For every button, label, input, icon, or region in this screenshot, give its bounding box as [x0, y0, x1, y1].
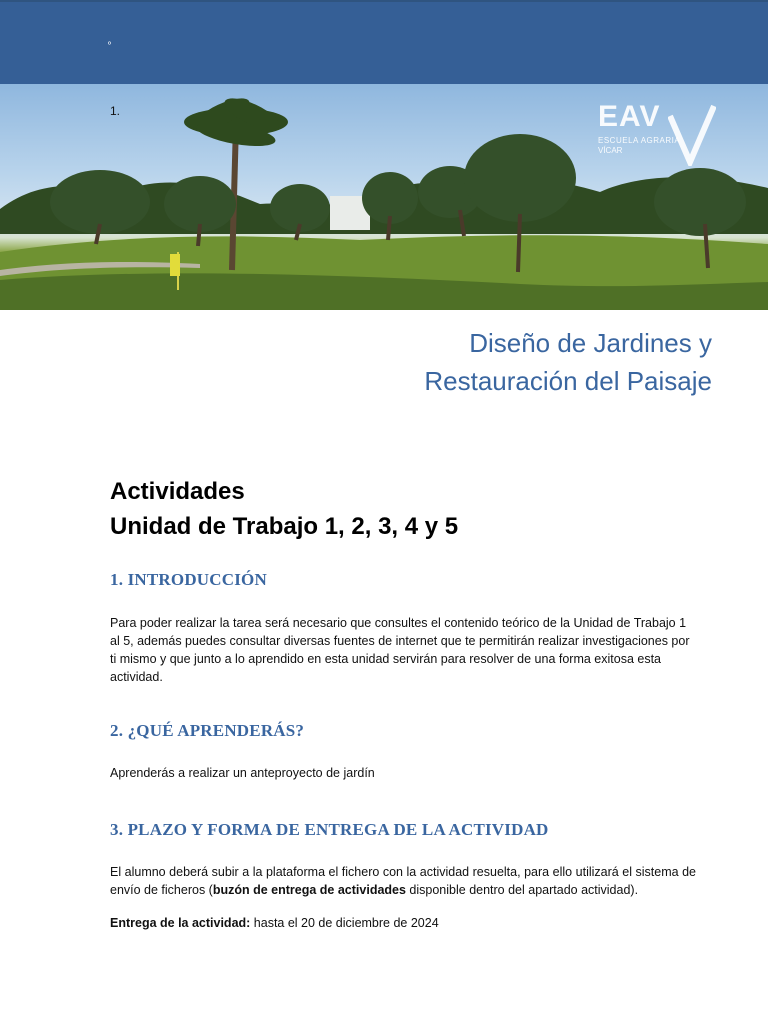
units-title: Unidad de Trabajo 1, 2, 3, 4 y 5: [110, 513, 459, 540]
hero-image: [0, 84, 768, 310]
hero-number-label: 1.: [110, 104, 121, 118]
school-logo: [598, 100, 718, 174]
course-title: [424, 324, 712, 400]
deadline-line: [110, 914, 696, 932]
course-title-line-2: Restauración del Paisaje: [424, 366, 712, 396]
logo-v-icon: [668, 104, 716, 166]
delivery-paragraph: [110, 863, 696, 899]
logo-school-name: ESCUELA AGRARIA: [598, 136, 681, 145]
activities-title: Actividades: [110, 478, 245, 505]
section-heading-introduction: 1. INTRODUCCIÓN: [110, 570, 267, 589]
deadline-value: hasta el 20 de diciembre de 2024: [250, 916, 439, 930]
introduction-paragraph: Para poder realizar la tarea será necesario que consultes el contenido teórico de la Unidad de Trabajo 1 al 5, además puedes consultar diversas fuentes de internet que te permitirán realizar investigaciones por ti mismo y que junto a lo aprendido en esta unidad servirán para resolver de una forma exitosa esta actividad.: [110, 616, 690, 684]
learning-paragraph: Aprenderás a realizar un anteproyecto de jardín: [110, 766, 375, 780]
activities-heading: [110, 474, 458, 544]
header-mark: º: [108, 40, 111, 49]
delivery-box-label: buzón de entrega de actividades: [212, 883, 406, 897]
course-title-line-1: Diseño de Jardines y: [469, 328, 712, 358]
delivery-text-start: El alumno deberá subir a la plataforma el fichero con la actividad resuelta, para ello utilizará el sistema de envío de ficheros (: [110, 865, 696, 897]
logo-town: VÍCAR: [598, 146, 623, 155]
section-heading-deadline: 3. PLAZO Y FORMA DE ENTREGA DE LA ACTIVIDAD: [110, 820, 549, 839]
deadline-label: Entrega de la actividad:: [110, 916, 251, 930]
delivery-text-end: disponible dentro del apartado actividad).: [405, 883, 639, 897]
section-heading-learning: 2. ¿QUÉ APRENDERÁS?: [110, 721, 305, 740]
header-band: [0, 0, 768, 86]
logo-letters: EAV: [598, 100, 661, 133]
